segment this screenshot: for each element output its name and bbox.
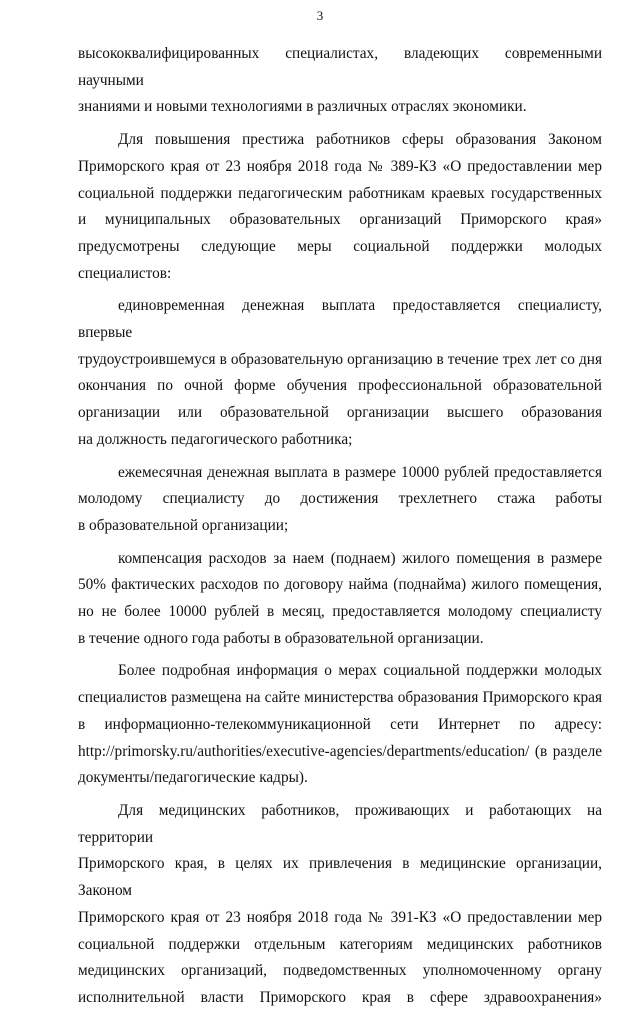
text-line: 50% фактических расходов по договору найма (поднайма) жилого помещения, (78, 576, 602, 594)
text-line: высококвалифицированных специалистах, владеющих современными научными (78, 45, 602, 89)
text-line: компенсация расходов за наем (поднаем) жилого помещения в размере (118, 549, 602, 567)
text-line: знаниями и новыми технологиями в различных отраслях экономики. (78, 98, 527, 116)
text-line: медицинских организаций, подведомственных уполномоченному органу (78, 962, 602, 980)
text-line: и муниципальных образовательных организаций Приморского края» (78, 211, 602, 229)
text-line: предусмотрены следующие меры социальной поддержки молодых (78, 237, 602, 255)
text-line: социальной поддержки отдельным категориям медицинских работников (78, 935, 602, 953)
text-line: исполнительной власти Приморского края в сфере здравоохранения» (78, 988, 602, 1006)
text-line: единовременная денежная выплата предоставляется специалисту, впервые (78, 297, 602, 342)
text-line: документы/педагогические кадры). (78, 769, 308, 787)
text-line: на должность педагогического работника; (78, 430, 353, 448)
text-line: Для повышения престижа работников сферы образования Законом (118, 131, 602, 149)
text-line: специалистов размещена на сайте министерства образования Приморского края (78, 689, 602, 707)
text-line: Для медицинских работников, проживающих и работающих на территории (78, 801, 602, 846)
document-body (78, 41, 602, 1012)
text-line: Приморского края, в целях их привлечения в медицинские организации, Законом (78, 855, 602, 900)
text-line: в течение одного года работы в образовательной организации. (78, 629, 484, 647)
text-line: но не более 10000 рублей в месяц, предоставляется молодому специалисту (78, 603, 602, 621)
text-line: в информационно-телекоммуникационной сети Интернет по адресу: (78, 715, 602, 733)
text-line: Приморского края от 23 ноября 2018 года № 389-КЗ «О предоставлении мер (78, 157, 602, 175)
text-line: трудоустроившемуся в образовательную организацию в течение трех лет со дня (78, 350, 602, 368)
text-line: ежемесячная денежная выплата в размере 10000 рублей предоставляется (118, 463, 602, 481)
page-number: 3 (316, 8, 324, 23)
text-line: социальной поддержки педагогическим работникам краевых государственных (78, 184, 602, 202)
text-line: Более подробная информация о мерах социальной поддержки молодых (118, 662, 602, 680)
text-line: молодому специалисту до достижения трехлетнего стажа работы (78, 490, 602, 508)
text-line: Приморского края от 23 ноября 2018 года № 391-КЗ «О предоставлении мер (78, 908, 602, 926)
text-line: организации или образовательной организации высшего образования (78, 404, 602, 422)
text-line: в образовательной организации; (78, 516, 289, 534)
text-line: окончания по очной форме обучения профессиональной образовательной (78, 377, 602, 395)
text-line: http://primorsky.ru/authorities/executive-agencies/departments/education/ (в разделе (78, 742, 602, 760)
text-line: специалистов: (78, 264, 172, 282)
